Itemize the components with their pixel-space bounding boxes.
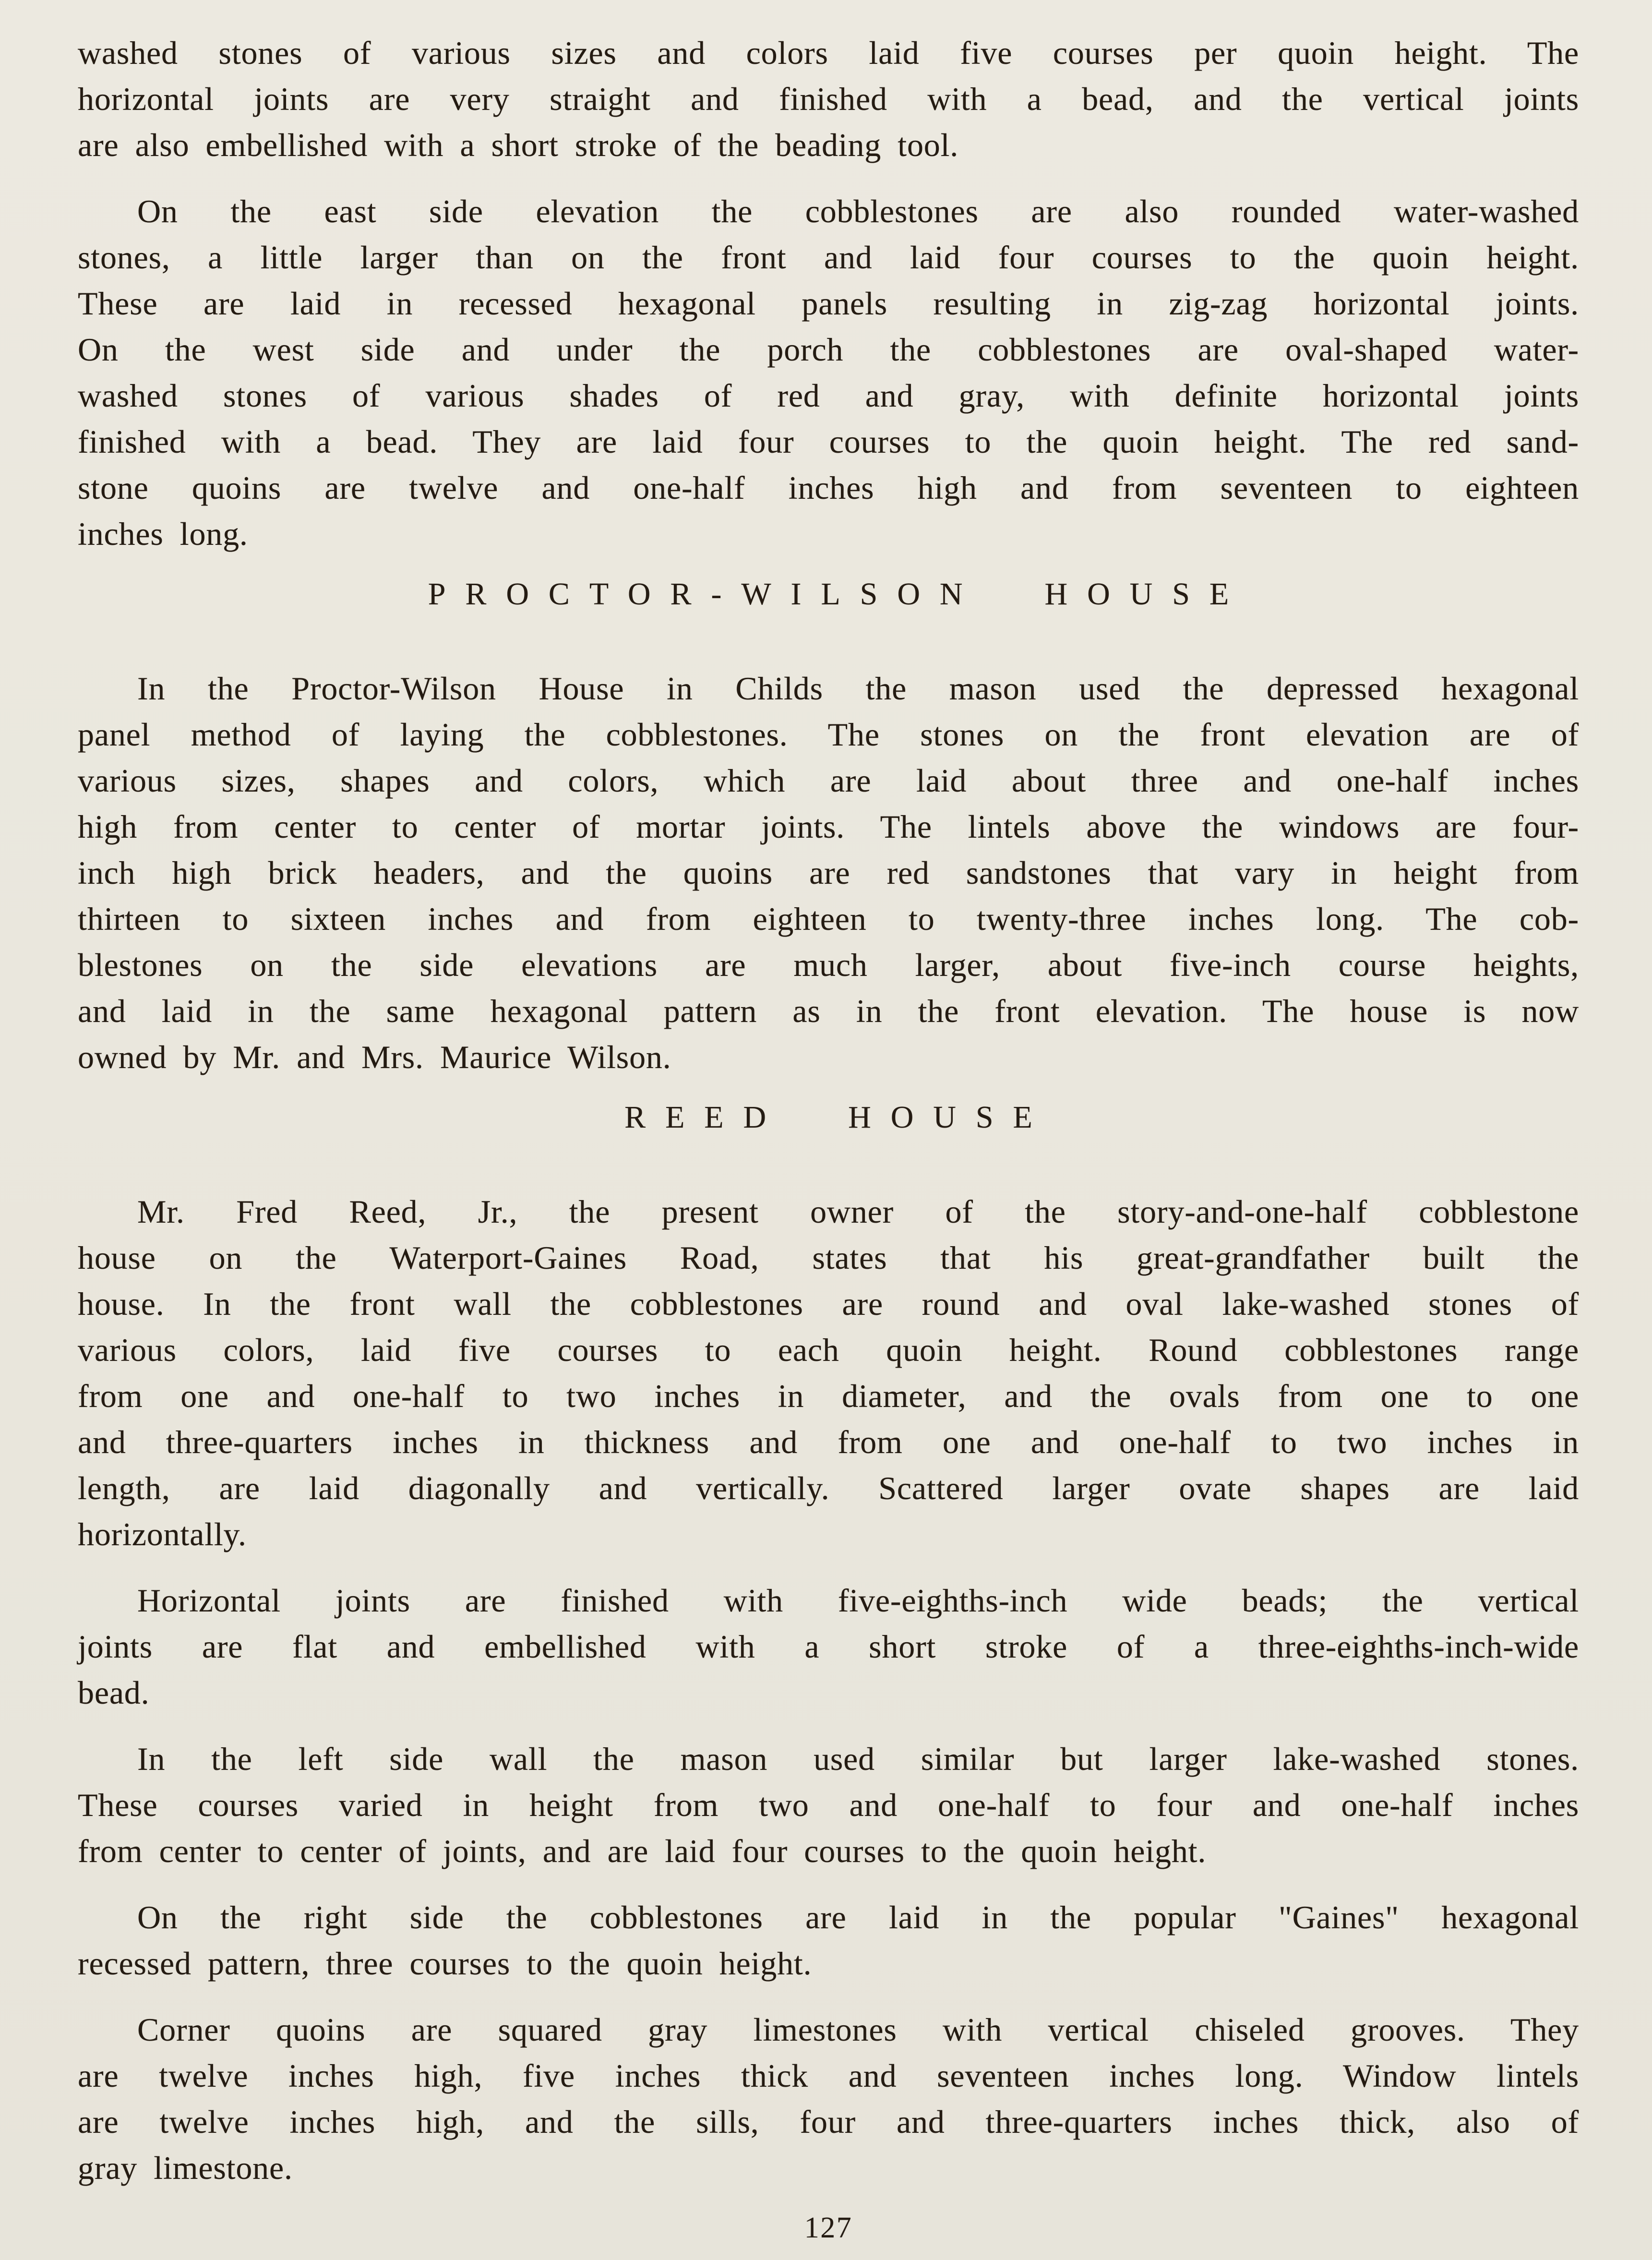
text-line: inch high brick headers, and the quoins are red sandstones that vary in height from (78, 854, 1579, 891)
text-line: are twelve inches high, five inches thick and seventeen inches long. Window lintels (78, 2057, 1579, 2094)
paragraph-east-side-elevation (78, 188, 1579, 557)
page-body-text (78, 30, 1579, 2191)
section-heading-reed-house: REED HOUSE (624, 1100, 1052, 1135)
section-heading-proctor-wilson-house: PROCTOR-WILSON HOUSE (428, 577, 1249, 612)
text-line: are twelve inches high, and the sills, four and three-quarters inches thick, also of (78, 2104, 1579, 2140)
text-line: various sizes, shapes and colors, which are laid about three and one-half inches (78, 762, 1579, 799)
text-line: various colors, laid five courses to each quoin height. Round cobblestones range (78, 1332, 1579, 1368)
text-line: and three-quarters inches in thickness and from one and one-half to two inches in (78, 1424, 1579, 1460)
text-line: and laid in the same hexagonal pattern as in the front elevation. The house is now (78, 993, 1579, 1029)
text-line: joints are flat and embellished with a short stroke of a three-eighths-inch-wide (78, 1628, 1579, 1665)
paragraph-corner-quoins (78, 2007, 1579, 2191)
text-line: are also embellished with a short stroke of the beading tool. (78, 127, 959, 163)
text-line: horizontal joints are very straight and finished with a bead, and the vertical joints (78, 81, 1579, 117)
text-line: These are laid in recessed hexagonal panels resulting in zig-zag horizontal joints. (78, 285, 1579, 322)
page-number: 127 (804, 2212, 853, 2244)
text-line: thirteen to sixteen inches and from eighteen to twenty-three inches long. The cob- (78, 901, 1579, 937)
text-line: inches long. (78, 516, 248, 552)
text-line: On the right side the cobblestones are laid in the popular "Gaines" hexagonal (137, 1899, 1579, 1935)
text-line: stone quoins are twelve and one-half inches high and from seventeen to eighteen (78, 469, 1579, 506)
text-line: house on the Waterport-Gaines Road, states that his great-grandfather built the (78, 1239, 1579, 1276)
text-line: blestones on the side elevations are much larger, about five-inch course heights, (78, 947, 1579, 983)
text-line: Mr. Fred Reed, Jr., the present owner of the story-and-one-half cobblestone (137, 1193, 1579, 1230)
paragraph-reed-house-front-wall (78, 1189, 1579, 1557)
text-line: washed stones of various shades of red and gray, with definite horizontal joints (78, 377, 1579, 414)
text-line: gray limestone. (78, 2150, 293, 2186)
text-line: high from center to center of mortar joints. The lintels above the windows are four- (78, 808, 1579, 845)
paragraph-left-side-wall (78, 1736, 1579, 1874)
text-line: house. In the front wall the cobblestones are round and oval lake-washed stones of (78, 1286, 1579, 1322)
paragraph-proctor-wilson-house (78, 665, 1579, 1080)
text-line: Horizontal joints are finished with five-eighths-inch wide beads; the vertical (137, 1582, 1579, 1619)
text-line: Corner quoins are squared gray limestones with vertical chiseled grooves. They (137, 2011, 1579, 2048)
text-line: recessed pattern, three courses to the quoin height. (78, 1945, 812, 1982)
text-line: These courses varied in height from two and one-half to four and one-half inches (78, 1787, 1579, 1823)
text-line: On the east side elevation the cobblestones are also rounded water-washed (137, 193, 1579, 229)
text-line: from center to center of joints, and are laid four courses to the quoin height. (78, 1833, 1207, 1869)
text-line: owned by Mr. and Mrs. Maurice Wilson. (78, 1039, 671, 1075)
text-line: washed stones of various sizes and colors laid five courses per quoin height. The (78, 35, 1579, 71)
text-line: In the Proctor-Wilson House in Childs the mason used the depressed hexagonal (137, 670, 1579, 707)
paragraph-right-side-gaines-pattern (78, 1894, 1579, 1986)
text-line: bead. (78, 1674, 150, 1711)
paragraph-horizontal-joints (78, 1577, 1579, 1716)
paragraph-continuation (78, 30, 1579, 168)
text-line: On the west side and under the porch the cobblestones are oval-shaped water- (78, 331, 1579, 368)
text-line: panel method of laying the cobblestones. The stones on the front elevation are of (78, 716, 1579, 753)
text-line: stones, a little larger than on the front and laid four courses to the quoin height. (78, 239, 1579, 276)
text-line: finished with a bead. They are laid four courses to the quoin height. The red sand- (78, 423, 1579, 460)
text-line: length, are laid diagonally and vertically. Scattered larger ovate shapes are laid (78, 1470, 1579, 1506)
text-line: from one and one-half to two inches in diameter, and the ovals from one to one (78, 1378, 1579, 1414)
text-line: In the left side wall the mason used similar but larger lake-washed stones. (137, 1741, 1579, 1777)
text-line: horizontally. (78, 1516, 247, 1552)
